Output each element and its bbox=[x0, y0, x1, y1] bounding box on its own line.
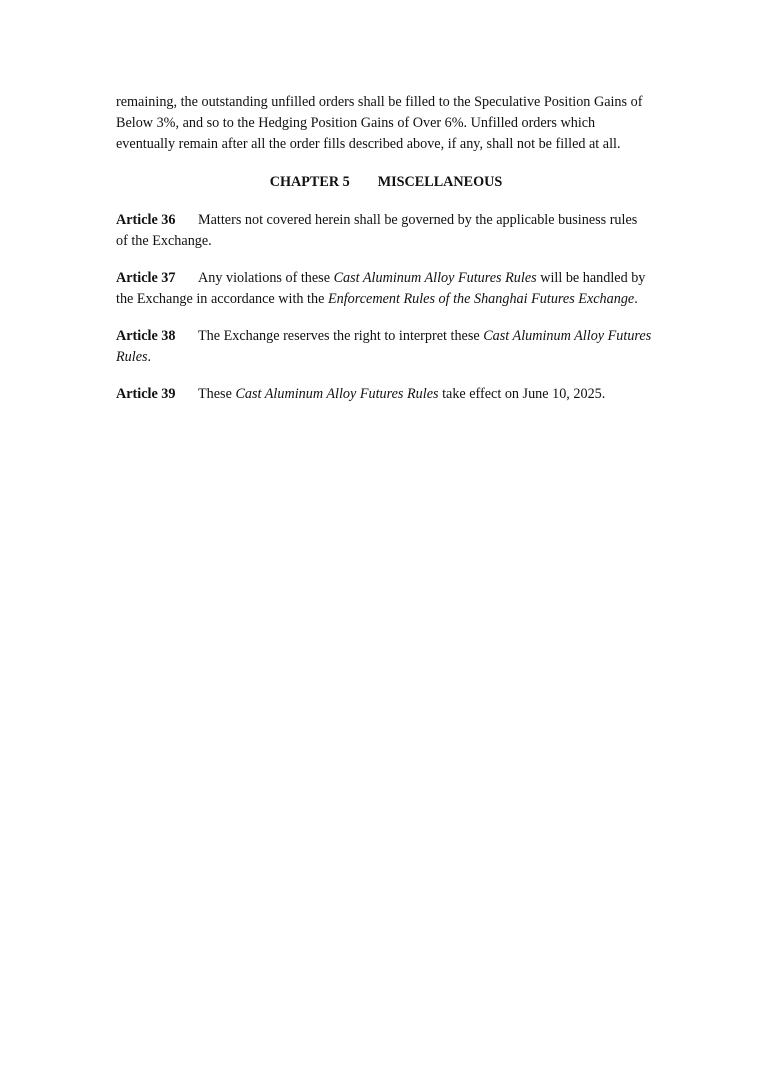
article-text-italic: Rules bbox=[116, 349, 148, 365]
continuation-line-2: Below 3%, and so to the Hedging Position Gains of Over 6%. Unfilled orders which bbox=[116, 115, 596, 131]
article-text: . bbox=[147, 349, 152, 365]
article-text-italic: Cast Aluminum Alloy Futures Rules bbox=[235, 386, 439, 402]
article-number: Article 38 bbox=[116, 328, 176, 344]
article-text: Matters not covered herein shall be governed by the applicable business rules bbox=[198, 212, 638, 228]
article-36 bbox=[116, 210, 656, 252]
article-text-continued: of the Exchange. bbox=[116, 233, 212, 249]
article-text-continued: the Exchange in accordance with the bbox=[116, 291, 328, 307]
article-39 bbox=[116, 384, 656, 405]
article-text: take effect on June 10, 2025. bbox=[438, 386, 606, 402]
article-number: Article 37 bbox=[116, 270, 176, 286]
chapter-number: CHAPTER 5 bbox=[269, 174, 350, 190]
article-text: will be handled by bbox=[536, 270, 646, 286]
document-page bbox=[116, 92, 656, 421]
article-37 bbox=[116, 268, 656, 310]
article-number: Article 39 bbox=[116, 386, 176, 402]
article-text: The Exchange reserves the right to interpret these bbox=[198, 328, 484, 344]
article-text-italic: Cast Aluminum Alloy Futures Rules bbox=[333, 270, 537, 286]
article-text: . bbox=[634, 291, 638, 307]
article-text-italic: Cast Aluminum Alloy Futures bbox=[483, 328, 652, 344]
article-text: These bbox=[198, 386, 236, 402]
article-38 bbox=[116, 326, 656, 368]
continuation-line-1: remaining, the outstanding unfilled orders shall be filled to the Speculative Position Gains of bbox=[116, 94, 643, 110]
chapter-title: MISCELLANEOUS bbox=[377, 174, 503, 190]
continuation-paragraph bbox=[116, 92, 656, 155]
article-number: Article 36 bbox=[116, 212, 176, 228]
chapter-heading bbox=[116, 172, 656, 193]
continuation-line-3: eventually remain after all the order fills described above, if any, shall not be filled at all. bbox=[116, 136, 621, 152]
article-text-italic: Enforcement Rules of the Shanghai Futures Exchange bbox=[327, 291, 635, 307]
article-text: Any violations of these bbox=[198, 270, 334, 286]
